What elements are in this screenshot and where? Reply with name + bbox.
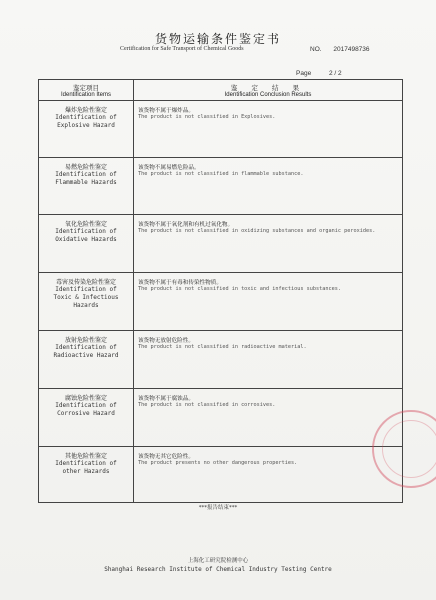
- result-cn: 该货物不属于有毒和传染性物质。: [138, 280, 222, 286]
- identification-table: [38, 79, 403, 503]
- header-items-cn: 鉴定项目: [73, 84, 99, 92]
- document-title-cn: 货物运输条件鉴定书: [154, 32, 281, 46]
- item-cell: [39, 273, 134, 331]
- header-results-cn: 鉴 定 结 果: [230, 84, 306, 92]
- item-name-en: Identification of: [55, 286, 117, 293]
- table-row: [39, 273, 403, 331]
- item-name-en: Hazards: [73, 302, 99, 309]
- result-en: The product is not classified in flammable substance.: [138, 171, 304, 177]
- table-row: [39, 389, 403, 447]
- result-en: The product is not classified in toxic and infectious substances.: [138, 286, 342, 292]
- result-cell: [134, 389, 403, 447]
- item-name-en: Explosive Hazard: [57, 122, 115, 129]
- result-cn: 该货物不属于腐蚀品。: [138, 396, 194, 402]
- item-name-en: Toxic & Infectious: [53, 294, 119, 301]
- result-cell: [134, 273, 403, 331]
- item-name-cn: 其他危险性鉴定: [64, 453, 107, 460]
- item-name-en: Identification of: [55, 344, 117, 351]
- result-cell: [134, 215, 403, 273]
- result-cn: 该货物无其它危险性。: [138, 454, 194, 460]
- table-row: [39, 215, 403, 273]
- result-en: The product is not classified in Explosives.: [138, 114, 276, 120]
- item-name-cn: 腐蚀危险性鉴定: [64, 395, 107, 402]
- result-cn: 该货物不属于氧化剂和有机过氧化物。: [138, 222, 234, 228]
- result-en: The product is not classified in radioactive material.: [138, 344, 307, 350]
- page-number-value: 2 / 2: [329, 70, 342, 77]
- document-title-en: Certification for Safe Transport of Chemical Goods: [120, 46, 244, 52]
- end-of-report-note: ***报告结束***: [198, 505, 238, 511]
- item-name-en: Oxidative Hazards: [55, 236, 117, 243]
- result-cn: 该货物无放射危险性。: [138, 338, 194, 344]
- item-name-en: Identification of: [55, 228, 117, 235]
- certificate-number-value: 2017498736: [333, 46, 370, 53]
- header-items: [39, 80, 134, 101]
- result-en: The product is not classified in corrosives.: [138, 402, 276, 408]
- item-name-en: Identification of: [55, 460, 117, 467]
- table-row: [39, 158, 403, 215]
- header-items-en: Identification Items: [60, 92, 112, 98]
- table-row: [39, 101, 403, 158]
- item-name-cn: 易燃危险性鉴定: [64, 164, 107, 171]
- footer-org-en: Shanghai Research Institute of Chemical Industry Testing Centre: [104, 566, 332, 573]
- item-name-en: other Hazards: [62, 468, 110, 475]
- item-name-cn: 爆炸危险性鉴定: [64, 107, 107, 114]
- item-cell: [39, 158, 134, 215]
- item-cell: [39, 215, 134, 273]
- item-cell: [39, 389, 134, 447]
- item-name-en: Corrosive Hazard: [57, 410, 115, 417]
- table-row: [39, 331, 403, 389]
- result-cn: 该货物不属于爆炸品。: [138, 108, 194, 114]
- result-cell: [134, 158, 403, 215]
- result-en: The product is not classified in oxidizing substances and organic peroxides.: [138, 228, 376, 234]
- certificate-number-label: NO.: [310, 46, 322, 53]
- footer-org-cn: 上海化工研究院检测中心: [187, 558, 249, 564]
- item-name-cn: 毒害及传染危险性鉴定: [55, 279, 116, 286]
- item-name-en: Radioactive Hazard: [53, 352, 119, 359]
- table-header-row: [39, 80, 403, 101]
- item-cell: [39, 101, 134, 158]
- result-cell: [134, 331, 403, 389]
- certificate-number: [310, 46, 370, 53]
- result-cell: [134, 447, 403, 503]
- item-cell: [39, 447, 134, 503]
- item-name-en: Flammable Hazards: [55, 179, 117, 186]
- result-cn: 该货物不属易燃危险品。: [138, 165, 200, 171]
- header-results-en: Identification Conclusion Results: [224, 92, 312, 98]
- item-name-en: Identification of: [55, 171, 117, 178]
- item-name-en: Identification of: [55, 402, 117, 409]
- item-name-cn: 氧化危险性鉴定: [64, 221, 107, 228]
- result-cell: [134, 101, 403, 158]
- item-name-cn: 放射危险性鉴定: [64, 337, 107, 344]
- page-number: [296, 70, 342, 77]
- header-results: [134, 80, 403, 101]
- item-name-en: Identification of: [55, 114, 117, 121]
- result-en: The product presents no other dangerous properties.: [138, 460, 298, 466]
- page-number-label: Page: [296, 70, 312, 77]
- table-row: [39, 447, 403, 503]
- item-cell: [39, 331, 134, 389]
